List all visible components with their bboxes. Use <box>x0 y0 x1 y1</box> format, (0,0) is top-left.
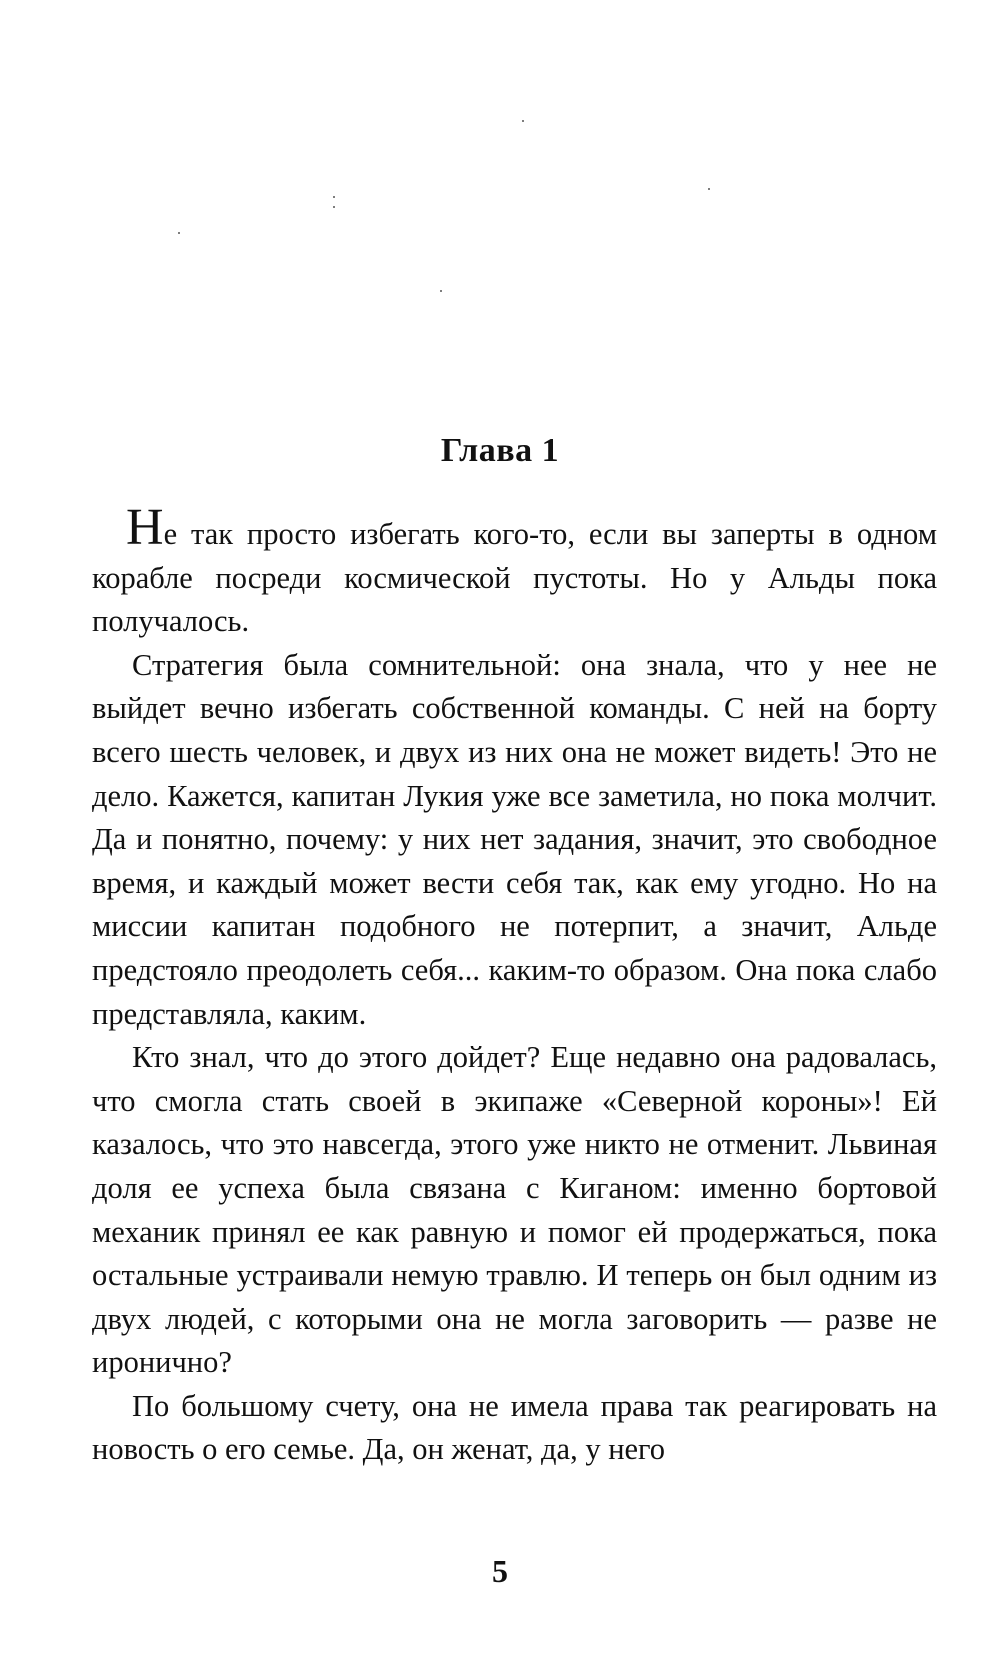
print-speck <box>440 290 442 292</box>
print-speck <box>708 188 710 190</box>
chapter-title: Глава 1 <box>440 432 560 469</box>
paragraph: По большому счету, она не имела права так реагировать на новость о его семье. Да, он женат, да, у него <box>92 1388 937 1467</box>
paragraph-text: е так просто избегать кого-то, если вы заперты в одном корабле посреди космической пустоты. Но у Альды пока получалось. <box>92 517 937 639</box>
chapter-body <box>92 499 937 1472</box>
print-speck <box>522 120 524 122</box>
page-number: 5 <box>492 1553 508 1589</box>
paragraph <box>92 499 937 644</box>
drop-cap: Н <box>126 499 164 556</box>
print-speck <box>178 232 180 234</box>
print-speck <box>333 206 335 208</box>
paragraph: Стратегия была сомнительной: она знала, что у нее не выйдет вечно избегать собственной команды. С ней на борту всего шесть человек, и двух из них она не может видеть! Это не дело. Кажется, капитан Лукия уже все заметила, но пока молчит. Да и понятно, почему: у них нет задания, значит, это свободное время, и каждый может вести себя так, как ему угодно. Но на миссии капитан подобного не потерпит, а значит, Альде предстояло преодолеть себя... каким-то образом. Она пока слабо представляла, каким. <box>92 647 937 1031</box>
paragraph: Кто знал, что до этого дойдет? Еще недавно она радовалась, что смогла стать своей в экипаже «Северной короны»! Ей казалось, что это навсегда, этого уже никто не отменит. Львиная доля ее успеха была связана с Киганом: именно бортовой механик принял ее как равную и помог ей продержаться, пока остальные устраивали немую травлю. И теперь он был одним из двух людей, с которыми она не могла заговорить — разве не иронично? <box>92 1040 937 1380</box>
print-speck <box>333 196 335 198</box>
